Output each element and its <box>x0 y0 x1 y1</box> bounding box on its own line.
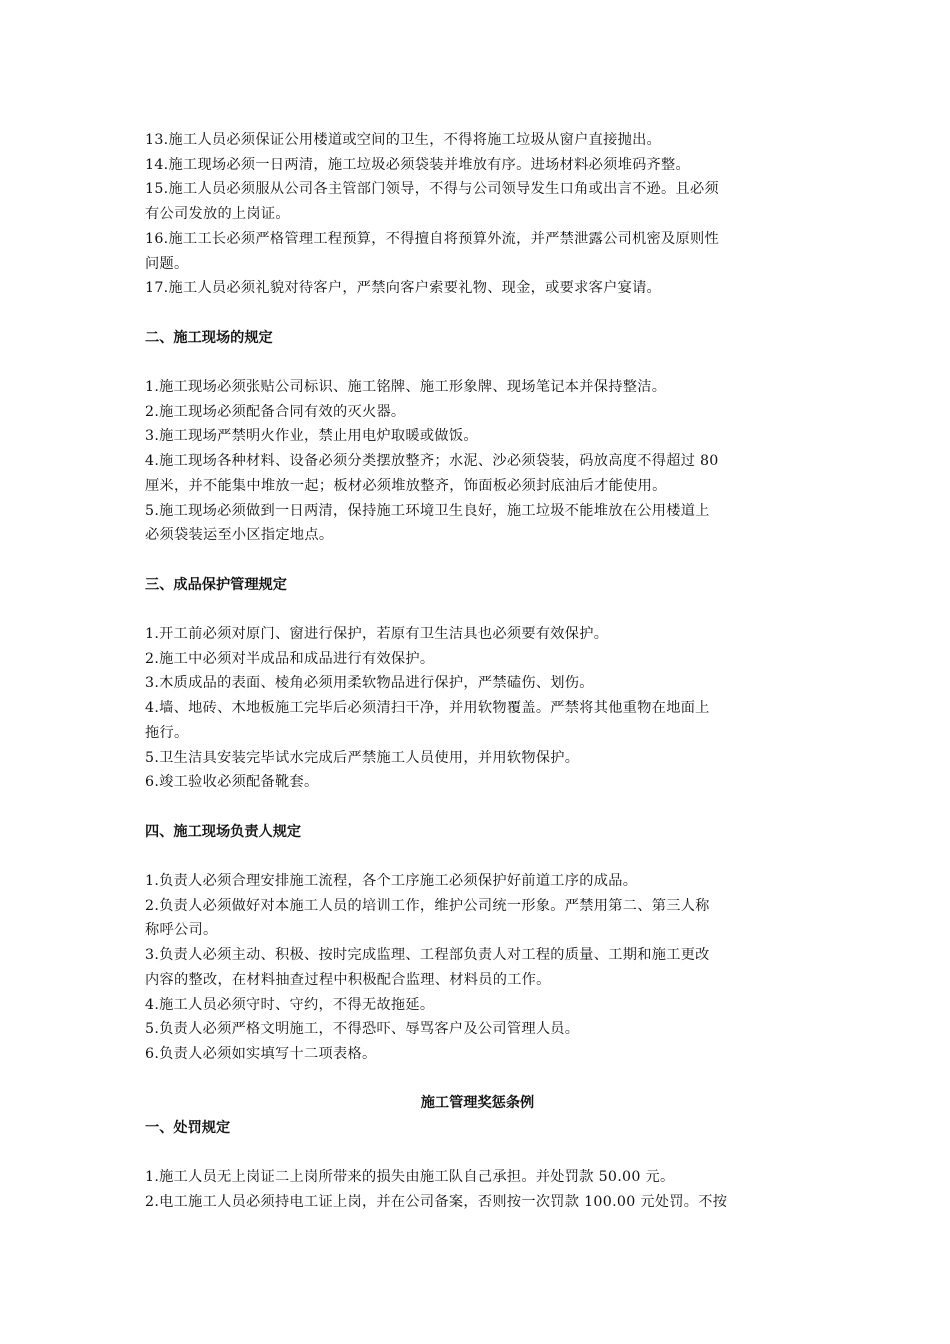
text-line: 2.施工现场必须配备合同有效的灭火器。 <box>145 403 406 420</box>
text-line: 13.施工人员必须保证公用楼道或空间的卫生，不得将施工垃圾从窗户直接抛出。 <box>145 132 662 148</box>
text-line: 1.施工人员无上岗证二上岗所带来的损失由施工队自己承担。并处罚款 50.00 元。 <box>145 1169 675 1186</box>
text-line: 1.施工现场必须张贴公司标识、施工铭牌、施工形象牌、现场笔记本并保持整洁。 <box>145 379 667 395</box>
text-line: 2.施工中必须对半成品和成品进行有效保护。 <box>145 650 435 667</box>
blank-line <box>145 350 810 375</box>
text-line: 4.墙、地砖、木地板施工完毕后必须清扫干净，并用软物覆盖。严禁将其他重物在地面上 <box>145 700 710 717</box>
blank-line <box>145 548 810 573</box>
text-line: 3.施工现场严禁明火作业，禁止用电炉取暖或做饭。 <box>145 428 478 445</box>
text-line: 3.木质成品的表面、棱角必须用柔软物品进行保护，严禁磕伤、划伤。 <box>145 675 594 692</box>
text-line: 4.施工现场各种材料、设备必须分类摆放整齐；水泥、沙必须袋装，码放高度不得超过 80 <box>145 453 719 470</box>
text-line: 4.施工人员必须守时、守约，不得无故拖延。 <box>145 996 435 1013</box>
section-heading: 一、处罚规定 <box>145 1120 231 1137</box>
text-line: 5.施工现场必须做到一日两清，保持施工环境卫生良好，施工垃圾不能堆放在公用楼道上 <box>145 502 710 519</box>
text-line: 必须袋装运至小区指定地点。 <box>145 527 334 544</box>
text-line: 2.负责人必须做好对本施工人员的培训工作，维护公司统一形象。严禁用第二、第三人称 <box>145 897 710 914</box>
text-line: 厘米，并不能集中堆放一起；板材必须堆放整齐，饰面板必须封底油后才能使用。 <box>145 477 667 494</box>
text-line: 问题。 <box>145 255 189 272</box>
text-line: 1.负责人必须合理安排施工流程，各个工序施工必须保护好前道工序的成品。 <box>145 873 638 889</box>
text-line: 17.施工人员必须礼貌对待客户，严禁向客户索要礼物、现金，或要求客户宴请。 <box>145 280 662 297</box>
text-line: 16.施工工长必须严格管理工程预算，不得擅自将预算外流，并严禁泄露公司机密及原则性 <box>145 230 719 247</box>
text-line: 6.竣工验收必须配备靴套。 <box>145 774 319 791</box>
blank-line <box>145 597 810 622</box>
blank-line <box>145 1067 810 1092</box>
section-heading: 二、施工现场的规定 <box>145 329 273 346</box>
blank-line <box>145 795 810 820</box>
text-line: 有公司发放的上岗证。 <box>145 206 290 223</box>
text-line: 6.负责人必须如实填写十二项表格。 <box>145 1045 377 1062</box>
section-heading: 三、成品保护管理规定 <box>145 576 287 593</box>
text-line: 5.负责人必须严格文明施工，不得恐吓、辱骂客户及公司管理人员。 <box>145 1021 580 1038</box>
text-line: 拖行。 <box>145 724 189 741</box>
text-line: 15.施工人员必须服从公司各主管部门领导，不得与公司领导发生口角或出言不逊。且必须 <box>145 181 719 198</box>
blank-line <box>145 1141 810 1166</box>
document-page <box>145 128 810 1215</box>
blank-line <box>145 301 810 326</box>
text-line: 1.开工前必须对原门、窗进行保护，若原有卫生洁具也必须要有效保护。 <box>145 626 609 642</box>
text-line: 2.电工施工人员必须持电工证上岗，并在公司备案，否则按一次罚款 100.00 元处罚。不按 <box>145 1194 728 1211</box>
text-line: 内容的整改，在材料抽查过程中积极配合监理、材料员的工作。 <box>145 971 551 988</box>
blank-line <box>145 844 810 869</box>
text-line: 5.卫生洁具安装完毕试水完成后严禁施工人员使用，并用软物保护。 <box>145 749 580 766</box>
document-title: 施工管理奖惩条例 <box>420 1095 535 1112</box>
section-heading: 四、施工现场负责人规定 <box>145 823 302 840</box>
text-line: 称呼公司。 <box>145 922 218 939</box>
text-line: 14.施工现场必须一日两清，施工垃圾必须袋装并堆放有序。进场材料必须堆码齐整。 <box>145 156 691 173</box>
text-line: 3.负责人必须主动、积极、按时完成监理、工程部负责人对工程的质量、工期和施工更改 <box>145 947 710 964</box>
